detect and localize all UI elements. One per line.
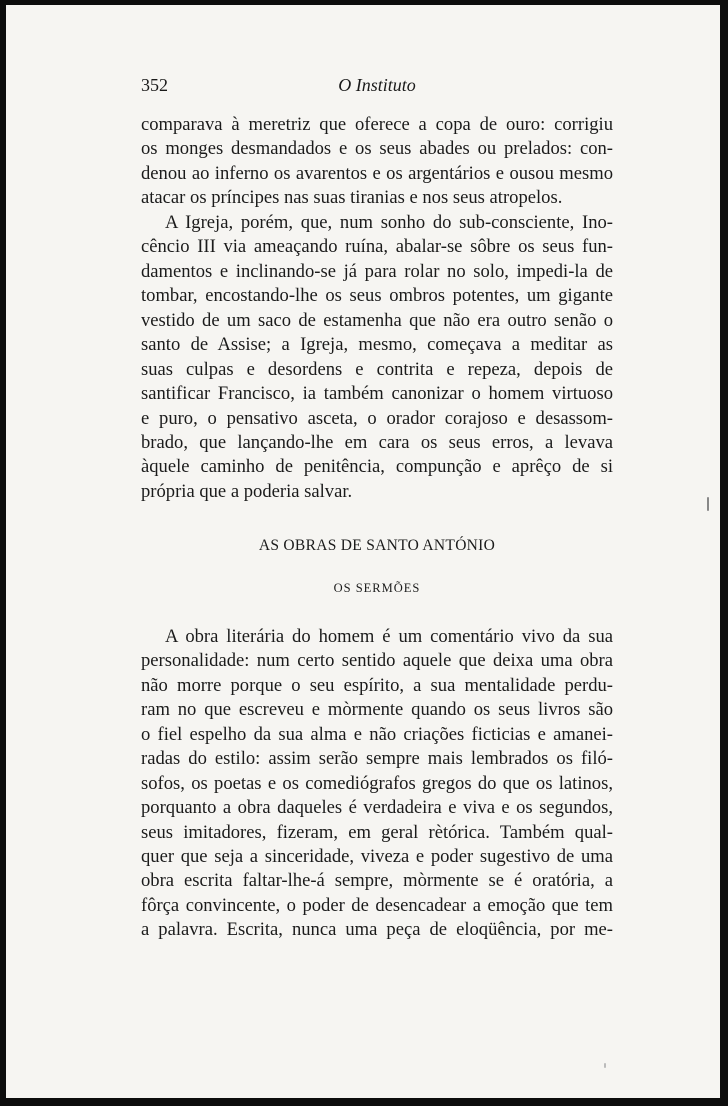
text-line: fôrça convincente, o poder de desencadear a emoção que tem — [141, 894, 613, 916]
book-page — [6, 5, 720, 1098]
text-line: personalidade: num certo sentido aquele que deixa uma obra — [141, 650, 613, 672]
text-line: própria que a poderia salvar. — [141, 480, 353, 502]
paragraph-3 — [141, 625, 613, 943]
paragraph-2 — [141, 211, 613, 504]
text-line: não morre porque o seu espírito, a sua mentalidade perdu- — [141, 674, 613, 696]
section-title: AS OBRAS DE SANTO ANTÓNIO — [258, 537, 496, 554]
section-subtitle: OS SERMÕES — [333, 581, 421, 595]
text-line: porquanto a obra daqueles é verdadeira e viva e os segundos, — [141, 797, 613, 819]
text-line: tombar, encostando-lhe os seus ombros potentes, um gigante — [141, 285, 613, 307]
text-line: a palavra. Escrita, nunca uma peça de eloqüência, por me- — [141, 919, 613, 941]
text-line: ram no que escreveu e mòrmente quando os seus livros são — [141, 699, 613, 721]
text-line: santo de Assise; a Igreja, mesmo, começava a meditar as — [141, 334, 613, 356]
text-line: comparava à meretriz que oferece a copa de ouro: corrigiu — [141, 114, 613, 135]
text-line: os monges desmandados e os seus abades ou prelados: con- — [141, 138, 613, 160]
running-title: O Instituto — [338, 75, 416, 95]
text-line: sofos, os poetas e os comediógrafos gregos do que os latinos, — [141, 772, 613, 794]
text-line: e puro, o pensativo asceta, o orador corajoso e desassom- — [141, 407, 613, 429]
text-line: seus imitadores, fizeram, em geral rètórica. Também qual- — [141, 821, 613, 843]
text-line: A obra literária do homem é um comentário vivo da sua — [165, 626, 613, 647]
paper-speck — [604, 1063, 606, 1068]
text-line: obra escrita faltar-lhe-á sempre, mòrmente se é oratória, a — [141, 870, 613, 892]
text-line: radas do estilo: assim serão sempre mais lembrados os filó- — [141, 748, 613, 770]
text-line: suas culpas e desordens e contrita e repeza, depois de — [141, 358, 613, 380]
paragraph-1 — [141, 113, 613, 211]
text-line: quer que seja a sinceridade, viveza e poder sugestivo de uma — [141, 845, 613, 867]
text-line: denou ao inferno os avarentos e os argentários e ousou mesmo — [141, 162, 613, 184]
text-line: vestido de um saco de estamenha que não era outro senão o — [141, 309, 613, 331]
text-line: brado, que lançando-lhe em cara os seus erros, a levava — [141, 431, 613, 453]
text-line: cêncio III via ameaçando ruína, abalar-se sôbre os seus fun- — [141, 236, 613, 258]
text-line: àquele caminho de penitência, compunção e aprêço de si — [141, 456, 613, 478]
paper-speck — [707, 497, 709, 511]
text-line: damentos e inclinando-se já para rolar no solo, impedi-la de — [141, 260, 613, 282]
page-number: 352 — [141, 75, 168, 95]
text-line: A Igreja, porém, que, num sonho do sub-consciente, Ino- — [165, 212, 613, 233]
text-line: o fiel espelho da sua alma e não criações ficticias e amanei- — [141, 723, 613, 745]
text-line: atacar os príncipes nas suas tiranias e nos seus atropelos. — [141, 187, 563, 209]
text-line: santificar Francisco, ia também canonizar o homem virtuoso — [141, 383, 613, 405]
page-header — [141, 71, 613, 101]
